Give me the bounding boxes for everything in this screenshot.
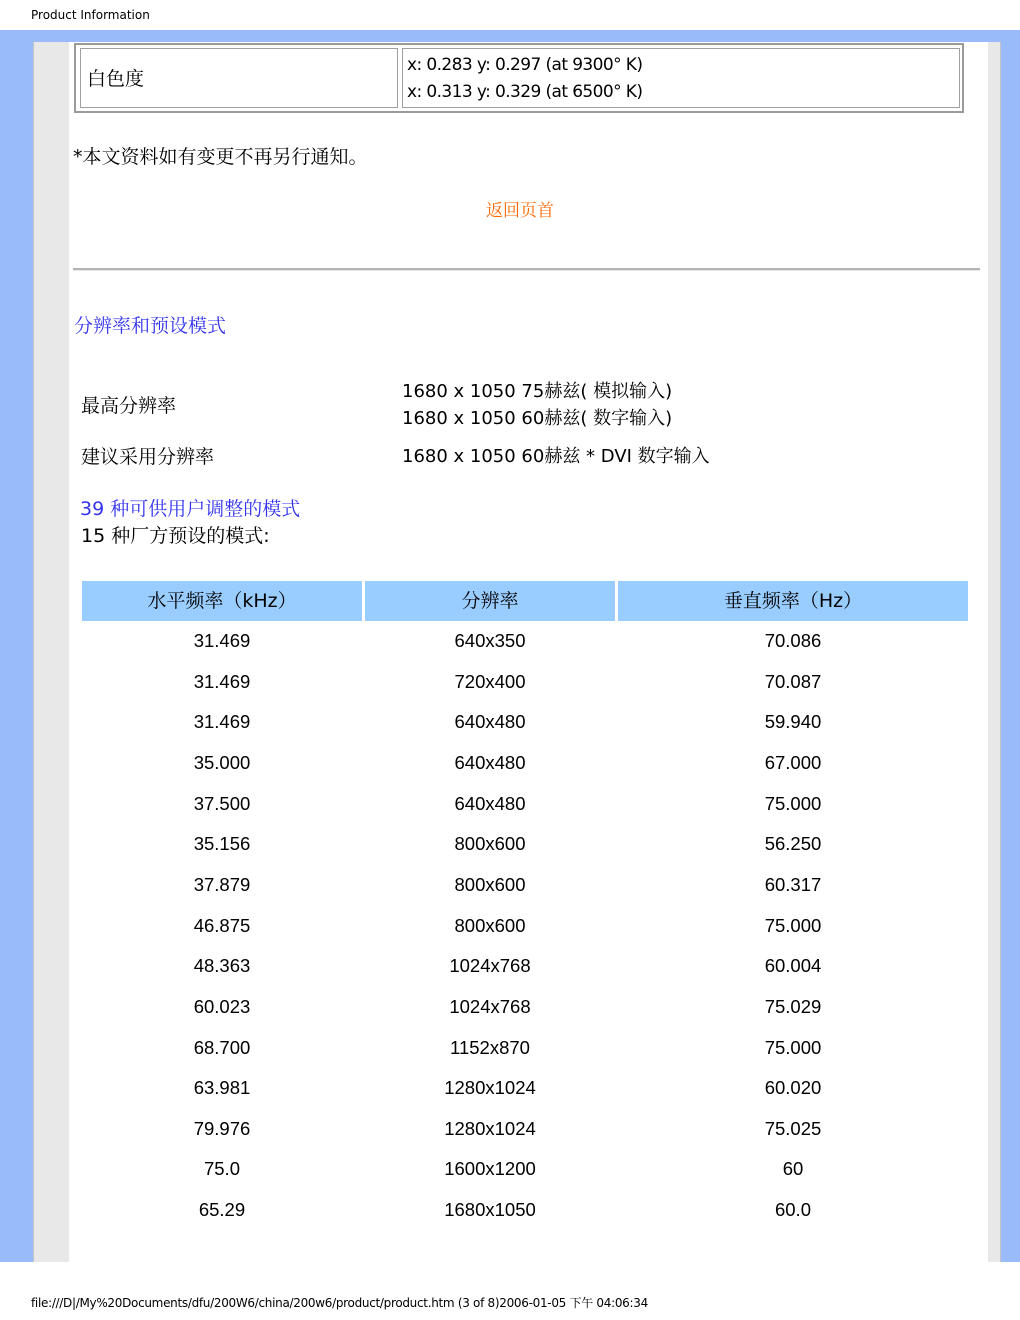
cell-horizontal-frequency: 31.469 bbox=[193, 671, 251, 692]
color-temperature-value: x: 0.313 y: 0.329 (at 6500° K) bbox=[407, 82, 643, 102]
cell-vertical-frequency: 59.940 bbox=[764, 711, 822, 732]
cell-horizontal-frequency: 79.976 bbox=[193, 1118, 251, 1139]
max-resolution-value bbox=[402, 378, 672, 432]
cell-horizontal-frequency: 31.469 bbox=[193, 630, 251, 651]
cell-vertical-frequency: 75.000 bbox=[764, 915, 822, 936]
left-gutter bbox=[33, 42, 70, 1262]
cell-vertical-frequency: 60.020 bbox=[764, 1077, 822, 1098]
cell-resolution: 640x480 bbox=[454, 793, 526, 814]
cell-horizontal-frequency: 75.0 bbox=[203, 1158, 240, 1179]
cell-horizontal-frequency: 35.156 bbox=[193, 833, 251, 854]
section-title: 分辨率和预设模式 bbox=[74, 315, 227, 337]
cell-vertical-frequency: 60 bbox=[782, 1158, 804, 1179]
page-url-footer: file:///D|/My%20Documents/dfu/200W6/china/200w6/product/product.htm (3 of 8)2006-01-05 下午 04:06:34 bbox=[31, 1296, 648, 1310]
right-gutter bbox=[988, 42, 1001, 1262]
cell-vertical-frequency: 75.000 bbox=[764, 793, 822, 814]
table-row bbox=[82, 1190, 968, 1230]
table-row bbox=[82, 1109, 968, 1149]
cell-horizontal-frequency: 48.363 bbox=[193, 955, 251, 976]
table-row bbox=[82, 824, 968, 864]
color-temperature-table bbox=[74, 43, 964, 113]
cell-resolution: 1280x1024 bbox=[444, 1118, 536, 1139]
cell-vertical-frequency: 75.000 bbox=[764, 1037, 822, 1058]
color-temperature-value: x: 0.283 y: 0.297 (at 9300° K) bbox=[407, 55, 643, 75]
header-resolution: 分辨率 bbox=[365, 581, 615, 621]
cell-horizontal-frequency: 63.981 bbox=[193, 1077, 251, 1098]
cell-vertical-frequency: 56.250 bbox=[764, 833, 822, 854]
table-row bbox=[82, 784, 968, 824]
table-row bbox=[82, 743, 968, 783]
table-row bbox=[82, 1028, 968, 1068]
cell-vertical-frequency: 60.317 bbox=[764, 874, 822, 895]
recommended-resolution-value: 1680 x 1050 60赫兹 * DVI 数字输入 bbox=[402, 446, 710, 467]
cell-horizontal-frequency: 68.700 bbox=[193, 1037, 251, 1058]
cell-vertical-frequency: 75.029 bbox=[764, 996, 822, 1017]
table-row bbox=[82, 662, 968, 702]
header-horizontal-frequency: 水平频率（kHz） bbox=[82, 581, 362, 621]
table-row bbox=[82, 865, 968, 905]
table-row bbox=[82, 906, 968, 946]
section-divider bbox=[73, 268, 980, 271]
cell-resolution: 640x350 bbox=[454, 630, 526, 651]
table-row bbox=[82, 1068, 968, 1108]
cell-vertical-frequency: 75.025 bbox=[764, 1118, 822, 1139]
header-vertical-frequency: 垂直频率（Hz） bbox=[618, 581, 968, 621]
table-row bbox=[82, 987, 968, 1027]
max-resolution-label: 最高分辨率 bbox=[81, 395, 177, 417]
cell-horizontal-frequency: 35.000 bbox=[193, 752, 251, 773]
cell-resolution: 1680x1050 bbox=[444, 1199, 536, 1220]
table-row bbox=[82, 1149, 968, 1189]
table-row bbox=[82, 702, 968, 742]
cell-resolution: 800x600 bbox=[454, 833, 526, 854]
cell-vertical-frequency: 60.004 bbox=[764, 955, 822, 976]
cell-resolution: 1024x768 bbox=[449, 996, 531, 1017]
cell-horizontal-frequency: 37.500 bbox=[193, 793, 251, 814]
change-notice: *本文资料如有变更不再另行通知。 bbox=[73, 146, 368, 168]
preset-modes-label: 15 种厂方预设的模式: bbox=[81, 525, 270, 547]
cell-horizontal-frequency: 37.879 bbox=[193, 874, 251, 895]
cell-resolution: 1024x768 bbox=[449, 955, 531, 976]
max-resolution-analog: 1680 x 1050 75赫兹( 模拟输入) bbox=[402, 381, 673, 402]
cell-resolution: 1152x870 bbox=[450, 1037, 530, 1058]
cell-resolution: 1280x1024 bbox=[444, 1077, 536, 1098]
cell-horizontal-frequency: 31.469 bbox=[193, 711, 251, 732]
color-temperature-label: 白色度 bbox=[80, 48, 398, 108]
color-temperature-values bbox=[402, 48, 960, 108]
max-resolution-digital: 1680 x 1050 60赫兹( 数字输入) bbox=[402, 408, 673, 429]
cell-resolution: 1600x1200 bbox=[444, 1158, 536, 1179]
cell-horizontal-frequency: 46.875 bbox=[193, 915, 251, 936]
cell-vertical-frequency: 60.0 bbox=[774, 1199, 811, 1220]
cell-vertical-frequency: 70.087 bbox=[764, 671, 822, 692]
recommended-resolution-label: 建议采用分辨率 bbox=[81, 446, 215, 468]
table-row bbox=[82, 946, 968, 986]
cell-resolution: 720x400 bbox=[454, 671, 526, 692]
cell-vertical-frequency: 70.086 bbox=[764, 630, 822, 651]
page-header-title: Product Information bbox=[31, 8, 150, 22]
cell-resolution: 800x600 bbox=[454, 915, 526, 936]
cell-resolution: 640x480 bbox=[454, 752, 526, 773]
cell-vertical-frequency: 67.000 bbox=[764, 752, 822, 773]
user-modes-link[interactable]: 39 种可供用户调整的模式 bbox=[80, 498, 301, 520]
cell-horizontal-frequency: 60.023 bbox=[193, 996, 251, 1017]
cell-horizontal-frequency: 65.29 bbox=[198, 1199, 246, 1220]
browser-print-header bbox=[0, 0, 1020, 30]
browser-print-footer bbox=[0, 1262, 1020, 1320]
cell-resolution: 640x480 bbox=[454, 711, 526, 732]
table-row bbox=[82, 621, 968, 661]
back-to-top-link[interactable]: 返回页首 bbox=[486, 201, 554, 221]
cell-resolution: 800x600 bbox=[454, 874, 526, 895]
